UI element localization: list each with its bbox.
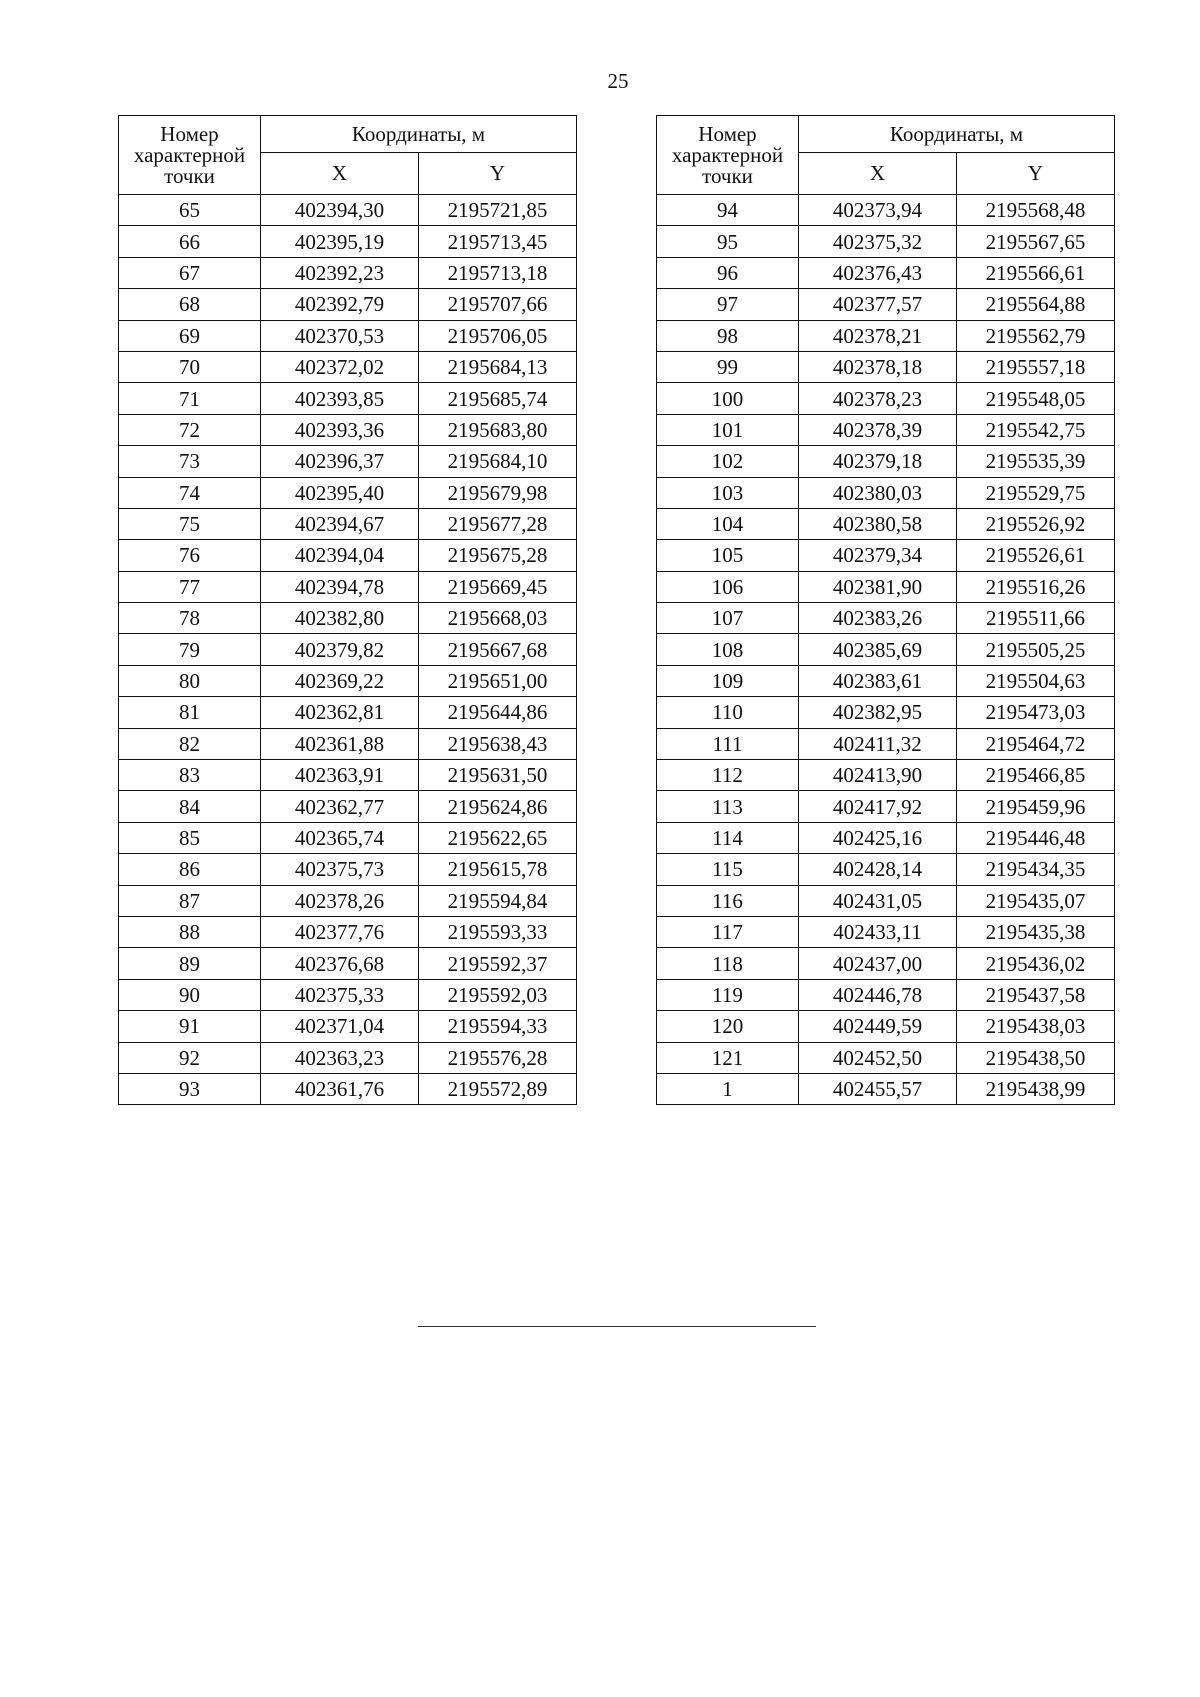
table-row (657, 1073, 1115, 1104)
x-coordinate-cell: 402446,78 (799, 979, 957, 1010)
y-coordinate-cell: 2195622,65 (419, 822, 577, 853)
table-row (119, 477, 577, 508)
y-coordinate-cell: 2195557,18 (957, 351, 1115, 382)
table-row (119, 571, 577, 602)
y-coordinate-cell: 2195594,84 (419, 885, 577, 916)
table-row (119, 885, 577, 916)
point-number-cell: 70 (119, 351, 261, 382)
table-row (657, 697, 1115, 728)
table-row (657, 822, 1115, 853)
y-coordinate-cell: 2195504,63 (957, 665, 1115, 696)
x-coordinate-cell: 402375,32 (799, 226, 957, 257)
table-row (119, 728, 577, 759)
x-coordinate-cell: 402395,40 (261, 477, 419, 508)
x-coordinate-cell: 402363,91 (261, 760, 419, 791)
point-number-cell: 72 (119, 414, 261, 445)
point-number-cell: 97 (657, 289, 799, 320)
x-coordinate-cell: 402379,18 (799, 446, 957, 477)
x-column-header: X (799, 153, 957, 195)
x-coordinate-cell: 402378,18 (799, 351, 957, 382)
x-coordinate-cell: 402375,73 (261, 854, 419, 885)
y-coordinate-cell: 2195684,13 (419, 351, 577, 382)
table-row (119, 665, 577, 696)
table-row (657, 226, 1115, 257)
point-number-cell: 111 (657, 728, 799, 759)
y-column-header: Y (957, 153, 1115, 195)
table-row (657, 289, 1115, 320)
table-row (119, 760, 577, 791)
x-coordinate-cell: 402394,78 (261, 571, 419, 602)
x-coordinate-cell: 402394,04 (261, 540, 419, 571)
x-coordinate-cell: 402378,26 (261, 885, 419, 916)
table-row (657, 508, 1115, 539)
y-coordinate-cell: 2195684,10 (419, 446, 577, 477)
x-coordinate-cell: 402428,14 (799, 854, 957, 885)
point-number-cell: 71 (119, 383, 261, 414)
x-coordinate-cell: 402363,23 (261, 1042, 419, 1073)
x-coordinate-cell: 402433,11 (799, 916, 957, 947)
point-number-cell: 94 (657, 195, 799, 226)
point-number-cell: 116 (657, 885, 799, 916)
y-coordinate-cell: 2195683,80 (419, 414, 577, 445)
x-coordinate-cell: 402370,53 (261, 320, 419, 351)
y-coordinate-cell: 2195459,96 (957, 791, 1115, 822)
table-row (657, 791, 1115, 822)
y-coordinate-cell: 2195435,38 (957, 916, 1115, 947)
x-coordinate-cell: 402382,80 (261, 603, 419, 634)
table-row (119, 916, 577, 947)
y-coordinate-cell: 2195446,48 (957, 822, 1115, 853)
table-row (119, 414, 577, 445)
x-coordinate-cell: 402455,57 (799, 1073, 957, 1104)
point-number-cell: 114 (657, 822, 799, 853)
y-coordinate-cell: 2195529,75 (957, 477, 1115, 508)
coordinates-table-left (118, 115, 577, 1105)
table-row (657, 195, 1115, 226)
y-coordinate-cell: 2195562,79 (957, 320, 1115, 351)
table-row (119, 351, 577, 382)
point-number-cell: 89 (119, 948, 261, 979)
x-coordinate-cell: 402373,94 (799, 195, 957, 226)
x-coordinate-cell: 402362,81 (261, 697, 419, 728)
y-coordinate-cell: 2195438,03 (957, 1011, 1115, 1042)
x-column-header: X (261, 153, 419, 195)
point-number-cell: 99 (657, 351, 799, 382)
y-coordinate-cell: 2195566,61 (957, 257, 1115, 288)
point-number-header: Номер характерной точки (657, 116, 799, 195)
table-row (657, 728, 1115, 759)
y-coordinate-cell: 2195615,78 (419, 854, 577, 885)
point-number-cell: 95 (657, 226, 799, 257)
table-row (119, 603, 577, 634)
x-coordinate-cell: 402361,76 (261, 1073, 419, 1104)
point-number-cell: 84 (119, 791, 261, 822)
x-coordinate-cell: 402393,85 (261, 383, 419, 414)
y-coordinate-cell: 2195464,72 (957, 728, 1115, 759)
x-coordinate-cell: 402377,76 (261, 916, 419, 947)
x-coordinate-cell: 402437,00 (799, 948, 957, 979)
y-coordinate-cell: 2195624,86 (419, 791, 577, 822)
y-coordinate-cell: 2195564,88 (957, 289, 1115, 320)
point-number-cell: 86 (119, 854, 261, 885)
table-row (119, 1042, 577, 1073)
coordinates-header: Координаты, м (261, 116, 577, 153)
point-number-cell: 91 (119, 1011, 261, 1042)
x-coordinate-cell: 402375,33 (261, 979, 419, 1010)
y-coordinate-cell: 2195592,37 (419, 948, 577, 979)
point-number-cell: 119 (657, 979, 799, 1010)
point-number-cell: 80 (119, 665, 261, 696)
point-number-header: Номер характерной точки (119, 116, 261, 195)
point-number-cell: 120 (657, 1011, 799, 1042)
y-coordinate-cell: 2195679,98 (419, 477, 577, 508)
y-coordinate-cell: 2195638,43 (419, 728, 577, 759)
x-coordinate-cell: 402383,26 (799, 603, 957, 634)
y-coordinate-cell: 2195548,05 (957, 383, 1115, 414)
x-coordinate-cell: 402376,68 (261, 948, 419, 979)
y-coordinate-cell: 2195631,50 (419, 760, 577, 791)
table-row (657, 446, 1115, 477)
table-row (657, 885, 1115, 916)
table-row (119, 979, 577, 1010)
y-coordinate-cell: 2195592,03 (419, 979, 577, 1010)
point-number-cell: 107 (657, 603, 799, 634)
y-coordinate-cell: 2195535,39 (957, 446, 1115, 477)
point-number-cell: 76 (119, 540, 261, 571)
y-coordinate-cell: 2195721,85 (419, 195, 577, 226)
point-number-cell: 75 (119, 508, 261, 539)
table-row (657, 383, 1115, 414)
x-coordinate-cell: 402372,02 (261, 351, 419, 382)
x-coordinate-cell: 402431,05 (799, 885, 957, 916)
point-number-cell: 87 (119, 885, 261, 916)
table-row (119, 257, 577, 288)
point-number-cell: 78 (119, 603, 261, 634)
point-number-cell: 112 (657, 760, 799, 791)
x-coordinate-cell: 402378,39 (799, 414, 957, 445)
y-coordinate-cell: 2195685,74 (419, 383, 577, 414)
y-coordinate-cell: 2195567,65 (957, 226, 1115, 257)
point-number-cell: 102 (657, 446, 799, 477)
table-row (119, 854, 577, 885)
table-row (657, 854, 1115, 885)
table-row (119, 383, 577, 414)
y-coordinate-cell: 2195436,02 (957, 948, 1115, 979)
x-coordinate-cell: 402385,69 (799, 634, 957, 665)
table-row (657, 477, 1115, 508)
point-number-cell: 67 (119, 257, 261, 288)
y-coordinate-cell: 2195576,28 (419, 1042, 577, 1073)
table-row (657, 665, 1115, 696)
table-row (119, 634, 577, 665)
point-number-cell: 110 (657, 697, 799, 728)
point-number-cell: 93 (119, 1073, 261, 1104)
table-row (657, 1042, 1115, 1073)
x-coordinate-cell: 402365,74 (261, 822, 419, 853)
table-row (657, 571, 1115, 602)
point-number-cell: 113 (657, 791, 799, 822)
point-number-cell: 105 (657, 540, 799, 571)
y-coordinate-cell: 2195651,00 (419, 665, 577, 696)
table-row (657, 948, 1115, 979)
point-number-cell: 66 (119, 226, 261, 257)
y-coordinate-cell: 2195511,66 (957, 603, 1115, 634)
point-number-cell: 104 (657, 508, 799, 539)
point-number-cell: 65 (119, 195, 261, 226)
x-coordinate-cell: 402449,59 (799, 1011, 957, 1042)
x-coordinate-cell: 402380,03 (799, 477, 957, 508)
table-body (657, 195, 1115, 1105)
x-coordinate-cell: 402383,61 (799, 665, 957, 696)
point-number-cell: 81 (119, 697, 261, 728)
point-number-cell: 115 (657, 854, 799, 885)
point-number-cell: 101 (657, 414, 799, 445)
x-coordinate-cell: 402394,30 (261, 195, 419, 226)
y-coordinate-cell: 2195434,35 (957, 854, 1115, 885)
x-coordinate-cell: 402394,67 (261, 508, 419, 539)
closing-divider (418, 1326, 816, 1327)
y-coordinate-cell: 2195668,03 (419, 603, 577, 634)
point-number-cell: 117 (657, 916, 799, 947)
x-coordinate-cell: 402377,57 (799, 289, 957, 320)
y-coordinate-cell: 2195713,45 (419, 226, 577, 257)
point-number-cell: 92 (119, 1042, 261, 1073)
x-coordinate-cell: 402392,79 (261, 289, 419, 320)
x-coordinate-cell: 402413,90 (799, 760, 957, 791)
point-number-cell: 90 (119, 979, 261, 1010)
y-coordinate-cell: 2195473,03 (957, 697, 1115, 728)
point-number-cell: 83 (119, 760, 261, 791)
x-coordinate-cell: 402379,82 (261, 634, 419, 665)
y-coordinate-cell: 2195675,28 (419, 540, 577, 571)
x-coordinate-cell: 402425,16 (799, 822, 957, 853)
point-number-cell: 82 (119, 728, 261, 759)
y-coordinate-cell: 2195466,85 (957, 760, 1115, 791)
y-coordinate-cell: 2195505,25 (957, 634, 1115, 665)
y-coordinate-cell: 2195593,33 (419, 916, 577, 947)
coordinates-header: Координаты, м (799, 116, 1115, 153)
y-coordinate-cell: 2195438,50 (957, 1042, 1115, 1073)
point-number-cell: 74 (119, 477, 261, 508)
x-coordinate-cell: 402396,37 (261, 446, 419, 477)
point-number-cell: 108 (657, 634, 799, 665)
table-body (119, 195, 577, 1105)
table-row (119, 320, 577, 351)
y-column-header: Y (419, 153, 577, 195)
x-coordinate-cell: 402369,22 (261, 665, 419, 696)
y-coordinate-cell: 2195526,92 (957, 508, 1115, 539)
table-row (657, 603, 1115, 634)
page-number: 25 (607, 69, 629, 93)
table-row (657, 1011, 1115, 1042)
point-number-cell: 103 (657, 477, 799, 508)
y-coordinate-cell: 2195526,61 (957, 540, 1115, 571)
point-number-cell: 73 (119, 446, 261, 477)
x-coordinate-cell: 402371,04 (261, 1011, 419, 1042)
table-row (119, 1011, 577, 1042)
y-coordinate-cell: 2195594,33 (419, 1011, 577, 1042)
point-number-cell: 96 (657, 257, 799, 288)
y-coordinate-cell: 2195667,68 (419, 634, 577, 665)
x-coordinate-cell: 402378,21 (799, 320, 957, 351)
y-coordinate-cell: 2195572,89 (419, 1073, 577, 1104)
table-row (657, 414, 1115, 445)
x-coordinate-cell: 402382,95 (799, 697, 957, 728)
coordinates-table-right (656, 115, 1115, 1105)
x-coordinate-cell: 402361,88 (261, 728, 419, 759)
table-row (119, 948, 577, 979)
x-coordinate-cell: 402393,36 (261, 414, 419, 445)
y-coordinate-cell: 2195669,45 (419, 571, 577, 602)
x-coordinate-cell: 402411,32 (799, 728, 957, 759)
y-coordinate-cell: 2195707,66 (419, 289, 577, 320)
x-coordinate-cell: 402380,58 (799, 508, 957, 539)
table-row (657, 351, 1115, 382)
y-coordinate-cell: 2195644,86 (419, 697, 577, 728)
y-coordinate-cell: 2195542,75 (957, 414, 1115, 445)
point-number-cell: 77 (119, 571, 261, 602)
point-number-cell: 69 (119, 320, 261, 351)
x-coordinate-cell: 402452,50 (799, 1042, 957, 1073)
x-coordinate-cell: 402392,23 (261, 257, 419, 288)
y-coordinate-cell: 2195435,07 (957, 885, 1115, 916)
table-row (119, 822, 577, 853)
point-number-cell: 88 (119, 916, 261, 947)
table-row (657, 916, 1115, 947)
x-coordinate-cell: 402417,92 (799, 791, 957, 822)
point-number-cell: 100 (657, 383, 799, 414)
y-coordinate-cell: 2195568,48 (957, 195, 1115, 226)
x-coordinate-cell: 402395,19 (261, 226, 419, 257)
y-coordinate-cell: 2195713,18 (419, 257, 577, 288)
x-coordinate-cell: 402381,90 (799, 571, 957, 602)
point-number-cell: 1 (657, 1073, 799, 1104)
table-row (119, 226, 577, 257)
point-number-cell: 106 (657, 571, 799, 602)
table-row (119, 791, 577, 822)
table-row (119, 195, 577, 226)
point-number-cell: 79 (119, 634, 261, 665)
table-row (119, 540, 577, 571)
table-row (119, 697, 577, 728)
x-coordinate-cell: 402362,77 (261, 791, 419, 822)
y-coordinate-cell: 2195516,26 (957, 571, 1115, 602)
table-row (119, 1073, 577, 1104)
table-row (657, 257, 1115, 288)
point-number-cell: 85 (119, 822, 261, 853)
table-row (657, 540, 1115, 571)
y-coordinate-cell: 2195437,58 (957, 979, 1115, 1010)
y-coordinate-cell: 2195706,05 (419, 320, 577, 351)
point-number-cell: 118 (657, 948, 799, 979)
point-number-cell: 109 (657, 665, 799, 696)
table-row (119, 446, 577, 477)
table-row (657, 760, 1115, 791)
x-coordinate-cell: 402376,43 (799, 257, 957, 288)
x-coordinate-cell: 402378,23 (799, 383, 957, 414)
table-row (119, 508, 577, 539)
table-row (657, 320, 1115, 351)
table-row (657, 634, 1115, 665)
point-number-cell: 98 (657, 320, 799, 351)
point-number-cell: 68 (119, 289, 261, 320)
x-coordinate-cell: 402379,34 (799, 540, 957, 571)
y-coordinate-cell: 2195677,28 (419, 508, 577, 539)
table-row (657, 979, 1115, 1010)
point-number-cell: 121 (657, 1042, 799, 1073)
y-coordinate-cell: 2195438,99 (957, 1073, 1115, 1104)
table-row (119, 289, 577, 320)
